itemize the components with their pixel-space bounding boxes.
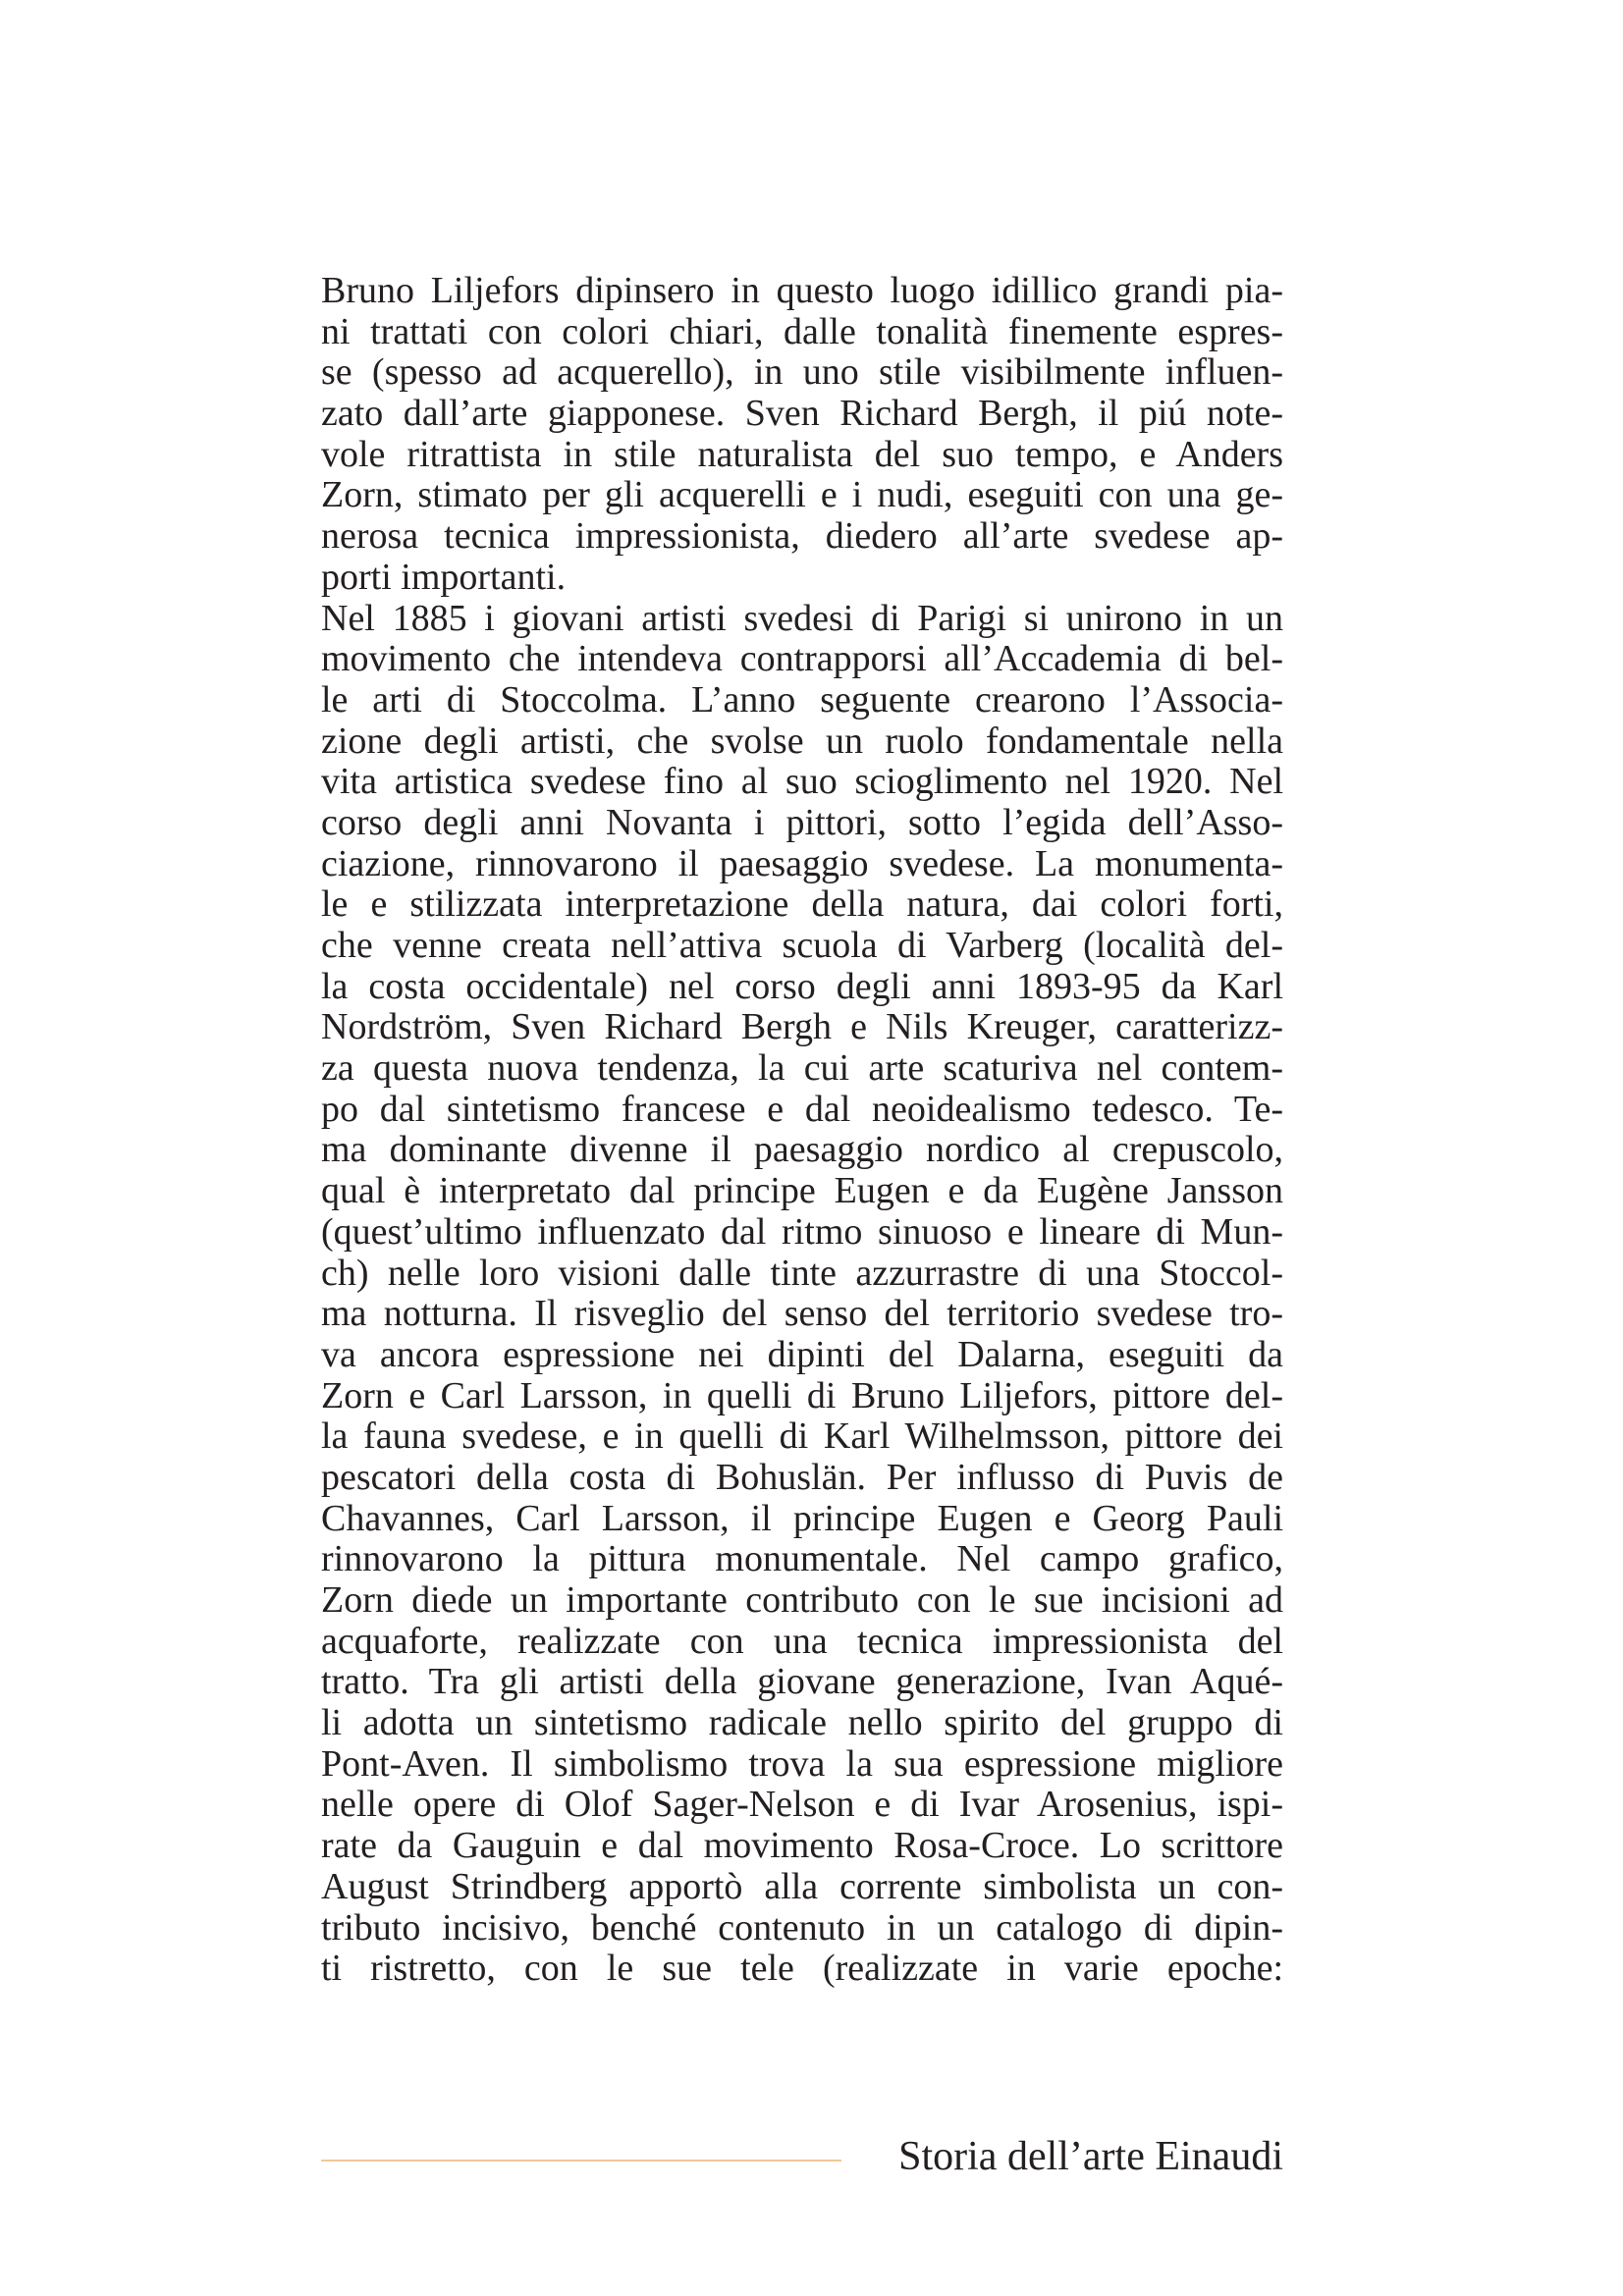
- text-line: vita artistica svedese fino al suo scioglimento nel 1920. Nel: [321, 761, 1283, 803]
- text-line: nelle opere di Olof Sager-Nelson e di Ivar Arosenius, ispi-: [321, 1784, 1283, 1826]
- text-line: che venne creata nell’attiva scuola di Varberg (località del-: [321, 925, 1283, 966]
- text-line: corso degli anni Novanta i pittori, sotto l’egida dell’Asso-: [321, 801, 1283, 843]
- text-line: Nel 1885 i giovani artisti svedesi di Parigi si unirono in un: [321, 597, 1283, 639]
- text-line: vole ritrattista in stile naturalista del suo tempo, e Anders: [321, 433, 1283, 475]
- text-line: se (spesso ad acquerello), in uno stile visibilmente influen-: [321, 351, 1283, 394]
- text-line: Pont-Aven. Il simbolismo trova la sua espressione migliore: [321, 1742, 1283, 1785]
- text-line: Bruno Liljefors dipinsero in questo luogo idillico grandi pia-: [321, 270, 1283, 311]
- text-line: ma notturna. Il risveglio del senso del territorio svedese tro-: [321, 1293, 1283, 1335]
- page-footer: [321, 2132, 1283, 2181]
- text-line: Zorn e Carl Larsson, in quelli di Bruno Liljefors, pittore del-: [321, 1374, 1283, 1416]
- text-line: va ancora espressione nei dipinti del Dalarna, eseguiti da: [321, 1333, 1283, 1375]
- text-line: tributo incisivo, benché contenuto in un catalogo di dipin-: [321, 1906, 1283, 1949]
- text-line: la fauna svedese, e in quelli di Karl Wilhelmsson, pittore dei: [321, 1415, 1283, 1458]
- text-line: ma dominante divenne il paesaggio nordico al crepuscolo,: [321, 1129, 1283, 1171]
- text-line: po dal sintetismo francese e dal neoidealismo tedesco. Te-: [321, 1088, 1283, 1130]
- text-line: nerosa tecnica impressionista, diedero all’arte svedese ap-: [321, 515, 1283, 558]
- text-line: Nordström, Sven Richard Bergh e Nils Kreuger, caratterizz-: [321, 1006, 1283, 1048]
- body-text: [321, 271, 1283, 1990]
- text-line: le arti di Stoccolma. L’anno seguente crearono l’Associa-: [321, 678, 1283, 721]
- text-line: le e stilizzata interpretazione della natura, dai colori forti,: [321, 883, 1283, 926]
- text-line: August Strindberg apportò alla corrente simbolista un con-: [321, 1865, 1283, 1907]
- text-line: li adotta un sintetismo radicale nello spirito del gruppo di: [321, 1702, 1283, 1744]
- text-line: ti ristretto, con le sue tele (realizzate in varie epoche:: [321, 1948, 1283, 1990]
- text-line: porti importanti.: [321, 556, 567, 598]
- text-line: (quest’ultimo influenzato dal ritmo sinuoso e lineare di Mun-: [321, 1210, 1283, 1253]
- text-line: ni trattati con colori chiari, dalle tonalità finemente espres-: [321, 310, 1283, 352]
- footer-rule: [321, 2160, 841, 2162]
- text-line: ch) nelle loro visioni dalle tinte azzurrastre di una Stoccol-: [321, 1252, 1283, 1294]
- text-line: tratto. Tra gli artisti della giovane generazione, Ivan Aqué-: [321, 1661, 1283, 1703]
- text-line: Chavannes, Carl Larsson, il principe Eugen e Georg Pauli: [321, 1497, 1283, 1539]
- text-line: Zorn, stimato per gli acquerelli e i nudi, eseguiti con una ge-: [321, 474, 1283, 516]
- text-line: zato dall’arte giapponese. Sven Richard Bergh, il piú note-: [321, 393, 1283, 435]
- text-line: rate da Gauguin e dal movimento Rosa-Croce. Lo scrittore: [321, 1825, 1283, 1867]
- text-line: ciazione, rinnovarono il paesaggio svedese. La monumenta-: [321, 842, 1283, 884]
- text-line: qual è interpretato dal principe Eugen e da Eugène Jansson: [321, 1170, 1283, 1212]
- text-line: pescatori della costa di Bohuslän. Per influsso di Puvis de: [321, 1456, 1283, 1498]
- text-line: movimento che intendeva contrapporsi all’Accademia di bel-: [321, 638, 1283, 680]
- text-line: zione degli artisti, che svolse un ruolo fondamentale nella: [321, 720, 1283, 762]
- text-line: rinnovarono la pittura monumentale. Nel campo grafico,: [321, 1538, 1283, 1580]
- text-line: la costa occidentale) nel corso degli anni 1893-95 da Karl: [321, 965, 1283, 1007]
- text-line: Zorn diede un importante contributo con le sue incisioni ad: [321, 1579, 1283, 1621]
- text-line: acquaforte, realizzate con una tecnica impressionista del: [321, 1620, 1283, 1662]
- footer-title: Storia dell’arte Einaudi: [898, 2134, 1283, 2179]
- text-line: za questa nuova tendenza, la cui arte scaturiva nel contem-: [321, 1047, 1283, 1090]
